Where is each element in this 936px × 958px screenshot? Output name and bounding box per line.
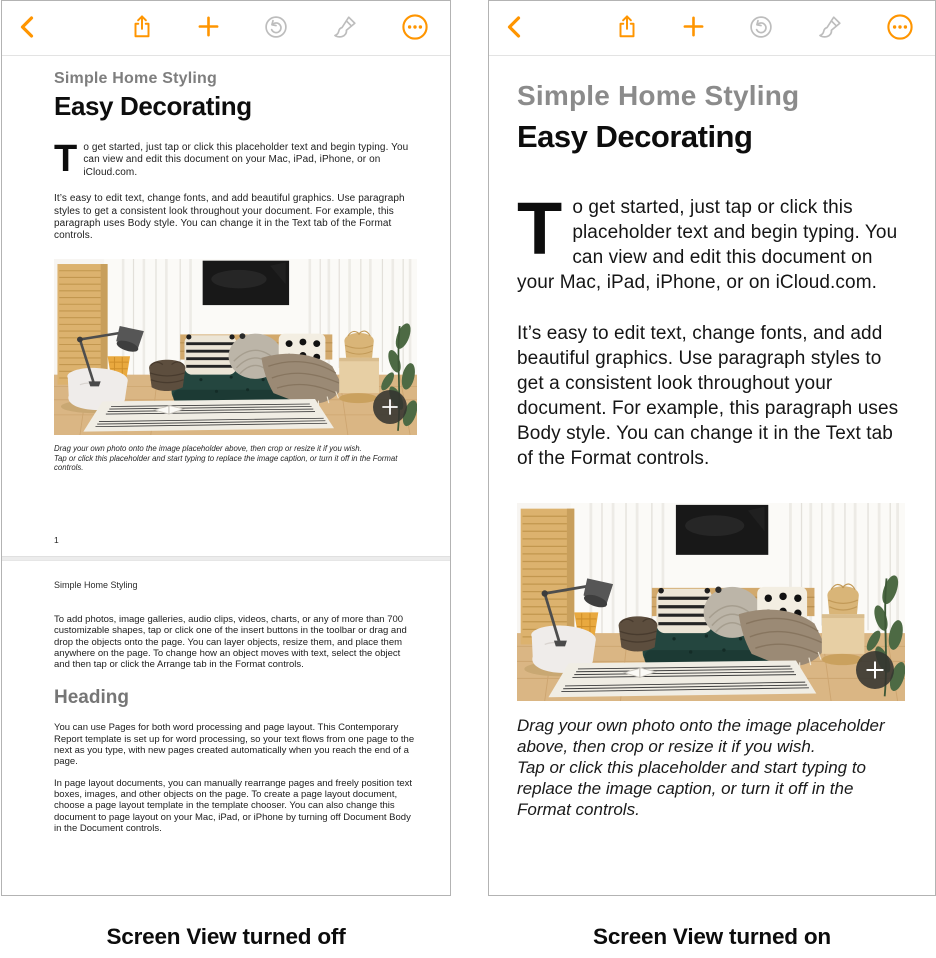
more-button[interactable]	[883, 10, 917, 47]
plus-icon	[864, 659, 886, 681]
share-button[interactable]	[612, 11, 642, 45]
share-icon	[129, 13, 155, 43]
share-button[interactable]	[127, 11, 157, 45]
back-button[interactable]	[501, 12, 527, 45]
toolbar	[489, 1, 935, 56]
drop-cap: T	[517, 187, 563, 270]
add-media-button[interactable]	[373, 390, 407, 424]
image-caption[interactable]	[517, 715, 905, 820]
format-button[interactable]	[814, 11, 846, 46]
living-room-photo[interactable]	[517, 503, 905, 701]
document-eyebrow[interactable]: Simple Home Styling	[517, 80, 800, 111]
undo-icon	[262, 13, 290, 44]
add-object-button[interactable]	[194, 12, 223, 44]
paintbrush-icon	[816, 13, 844, 44]
caption-line-1: Drag your own photo onto the image placeholder above, then crop or resize it if you wish.	[517, 716, 885, 756]
ellipsis-circle-icon	[885, 12, 915, 45]
paintbrush-icon	[331, 13, 359, 44]
share-icon	[614, 13, 640, 43]
plus-icon	[380, 397, 400, 417]
document-title[interactable]: Easy Decorating	[517, 119, 753, 154]
ellipsis-circle-icon	[400, 12, 430, 45]
add-object-button[interactable]	[679, 12, 708, 44]
living-room-photo[interactable]	[54, 259, 417, 435]
label-screen-view-off: Screen View turned off	[106, 924, 346, 949]
document-eyebrow[interactable]: Simple Home Styling	[54, 70, 217, 87]
add-media-button[interactable]	[856, 651, 894, 689]
paragraph-3[interactable]: To add photos, image galleries, audio clips, videos, charts, or any of more than 700 customizable shapes, tap or click one of the insert buttons in the toolbar or drag and drop the objects onto the page. You can layer objects, resize them, and place them anywhere on the page. To change how an object moves with text, select the object and then tap or click the Arrange tab in the Format controls.	[54, 614, 407, 671]
paragraph-2[interactable]: It’s easy to edit text, change fonts, and add beautiful graphics. Use paragraph styles to get a consistent look throughout your document. For example, this paragraph uses Body style. You can change it in the Text tab of the Format controls.	[54, 193, 405, 242]
paragraph-1-text: o get started, just tap or click this placeholder text and begin typing. You can view and edit this document on your Mac, iPad, iPhone, or on iCloud.com.	[83, 142, 409, 178]
page-header: Simple Home Styling	[54, 580, 138, 590]
caption-line-2: Tap or click this placeholder and start typing to replace the image caption, or turn it off in the Format controls.	[517, 758, 867, 819]
drop-cap: T	[54, 138, 78, 180]
plus-icon	[681, 14, 706, 42]
plus-icon	[196, 14, 221, 42]
paragraph-1-text: o get started, just tap or click this placeholder text and begin typing. You can view and edit this document on your Mac, iPad, iPhone, or on iCloud.com.	[517, 197, 898, 293]
caption-line-2: Tap or click this placeholder and start typing to replace the image caption, or turn it off in the Format controls.	[54, 453, 398, 473]
paragraph-4[interactable]: You can use Pages for both word processing and page layout. This Contemporary Report template is set up for word processing, so your text flows from one page to the next as you type, with new pages created automatically when you reach the end of a page.	[54, 722, 415, 768]
paragraph-1[interactable]	[54, 138, 417, 180]
chevron-left-icon	[503, 14, 525, 43]
undo-button[interactable]	[260, 11, 292, 46]
undo-button[interactable]	[745, 11, 777, 46]
chevron-left-icon	[16, 14, 38, 43]
back-button[interactable]	[14, 12, 40, 45]
label-screen-view-on: Screen View turned on	[593, 924, 831, 949]
paragraph-5[interactable]: In page layout documents, you can manually rearrange pages and freely position text boxes, images, and other objects on the page. To create a page layout document, choose a page layout template in the template chooser. You can also change this document to page layout on your Mac, iPad, or iPhone by turning off Document Body in the Document controls.	[54, 777, 413, 834]
document-page-1[interactable]	[489, 56, 935, 820]
page-number: 1	[54, 535, 59, 545]
undo-icon	[747, 13, 775, 44]
pages-panel-screen-view-on	[488, 0, 936, 896]
document-page-1[interactable]	[2, 56, 450, 556]
pages-panel-screen-view-off	[1, 0, 451, 896]
toolbar	[2, 1, 450, 56]
caption-line-1: Drag your own photo onto the image placeholder above, then crop or resize it if you wish.	[54, 443, 362, 453]
format-button[interactable]	[329, 11, 361, 46]
image-caption[interactable]	[54, 444, 417, 473]
document-page-2[interactable]	[2, 561, 450, 834]
paragraph-1[interactable]	[517, 187, 905, 295]
document-title[interactable]: Easy Decorating	[54, 91, 252, 121]
section-heading[interactable]: Heading	[54, 687, 129, 709]
paragraph-2[interactable]: It’s easy to edit text, change fonts, and add beautiful graphics. Use paragraph styles to get a consistent look throughout your document. For example, this paragraph uses Body style. You can change it in the Text tab of the Format controls.	[517, 323, 899, 469]
more-button[interactable]	[398, 10, 432, 47]
